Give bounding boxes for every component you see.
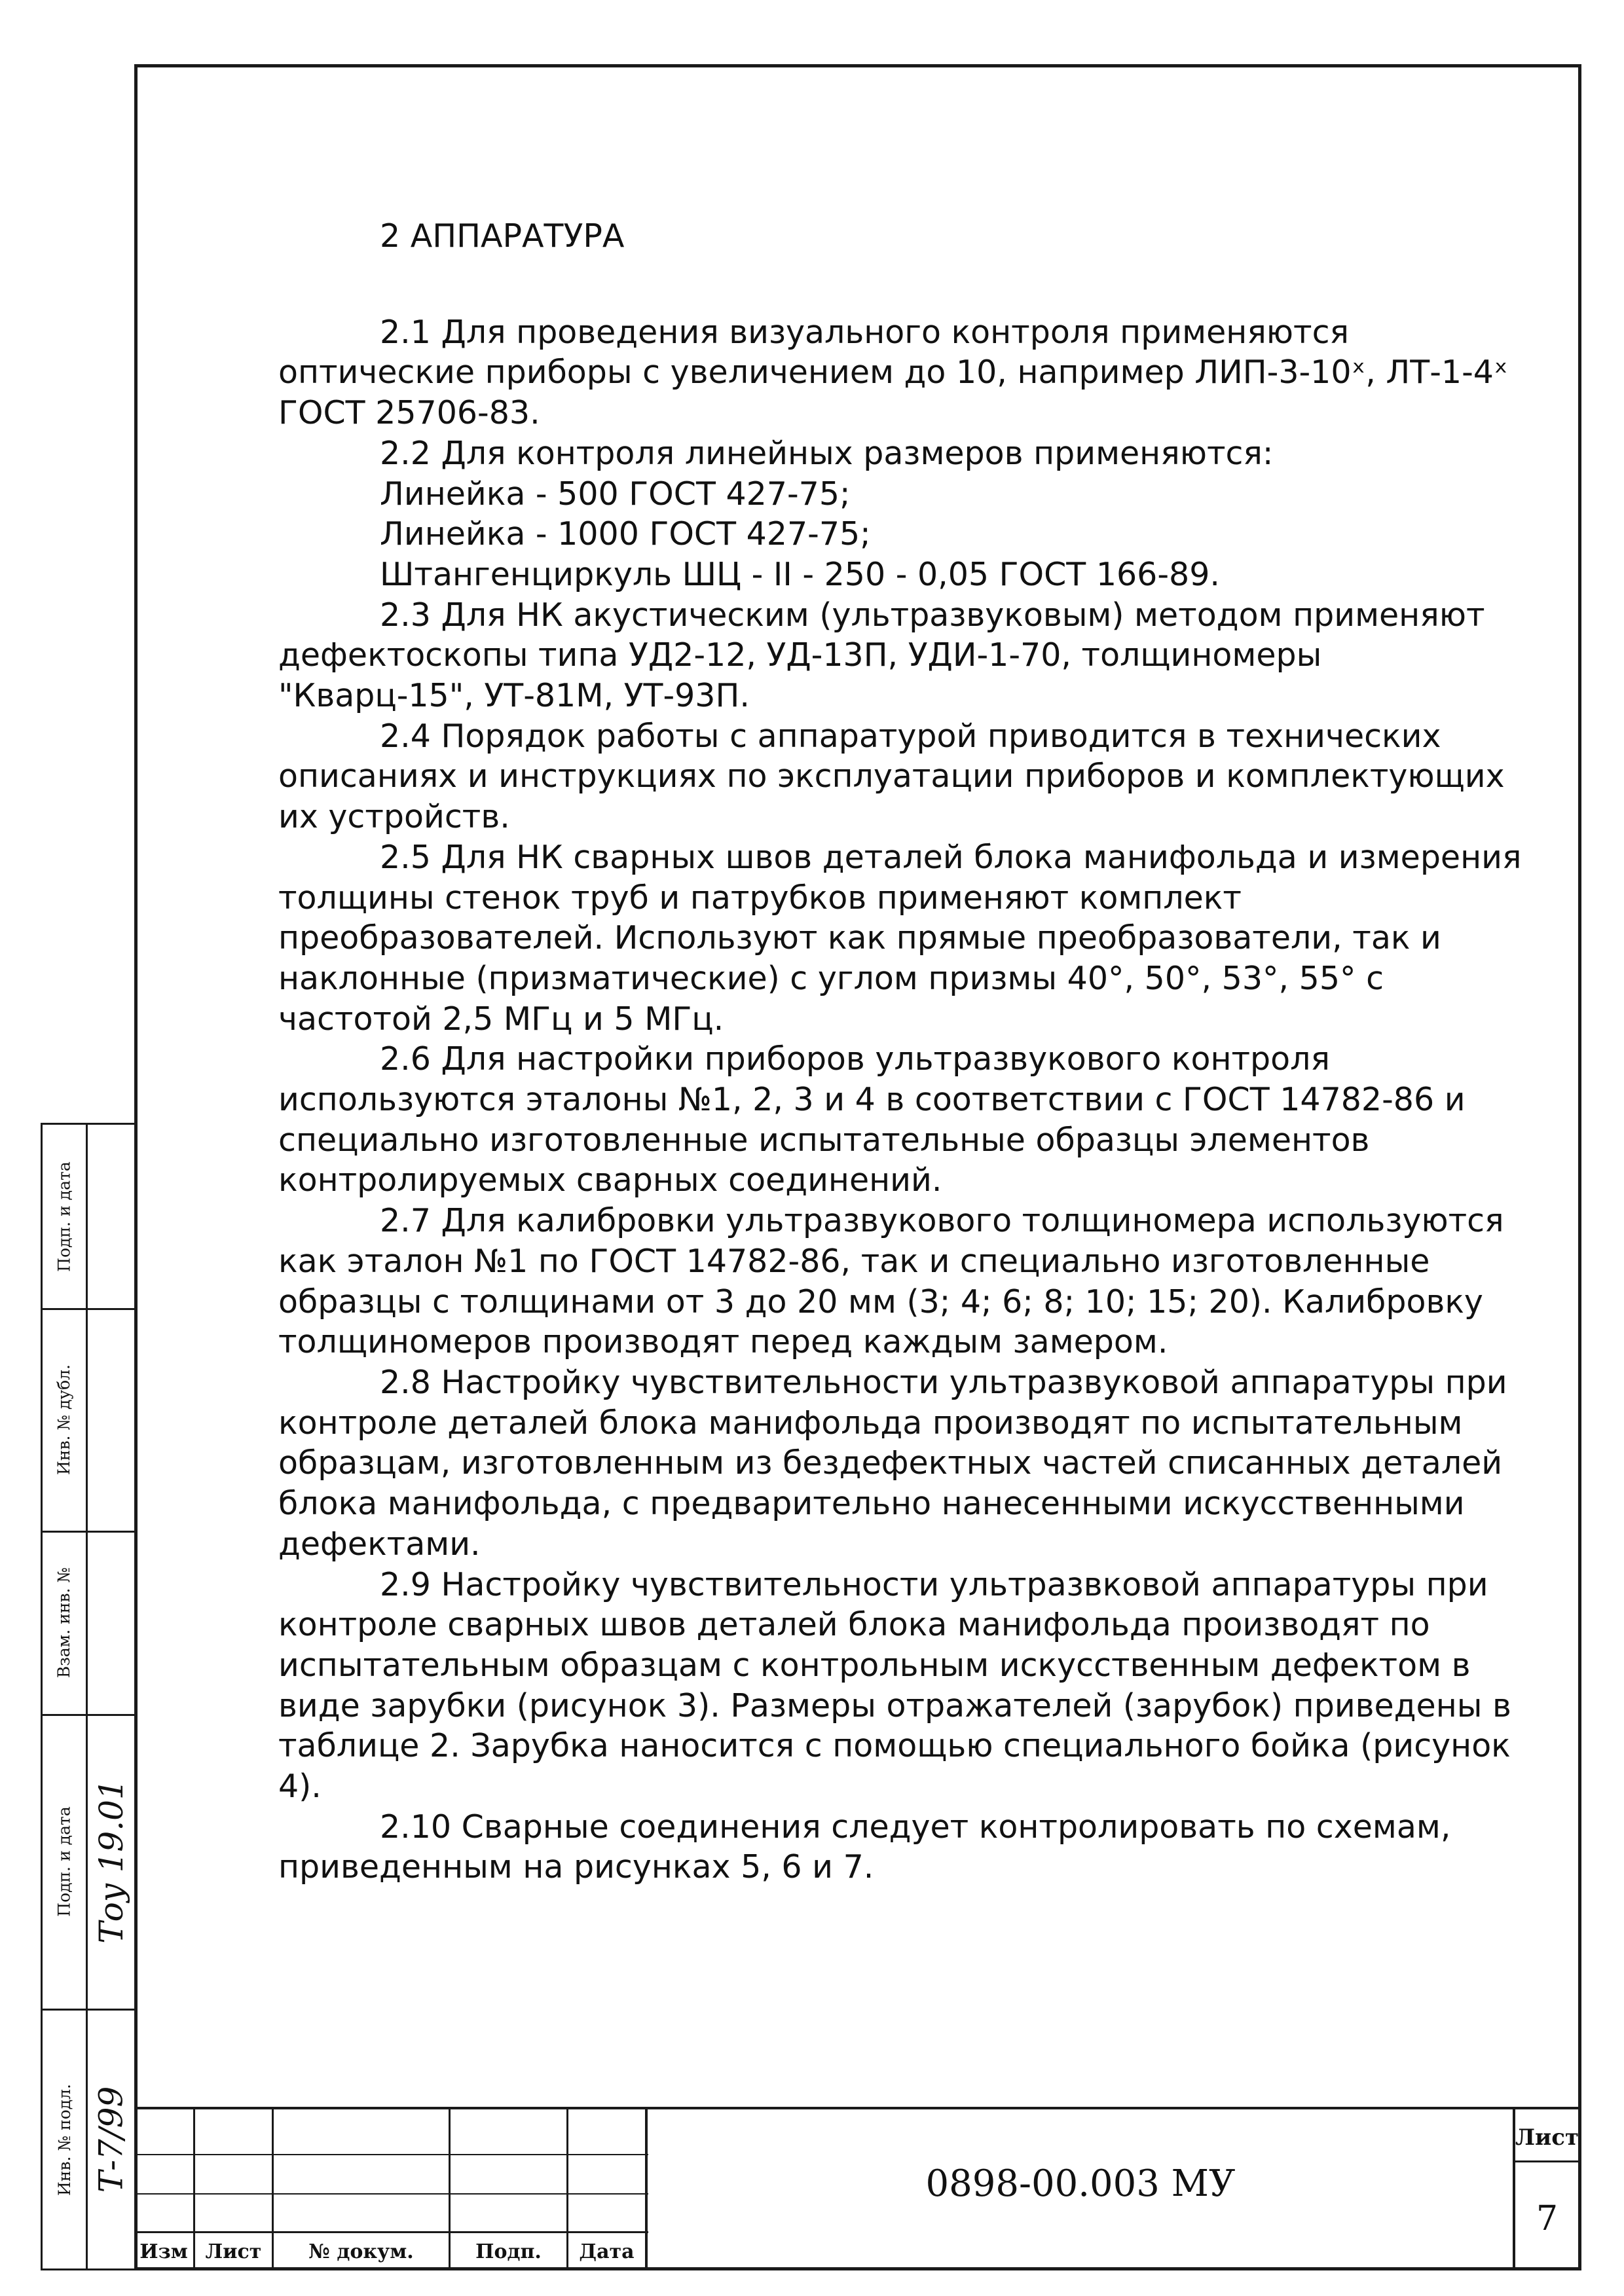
sidebar-label-sign-date-top: Подп. и дата	[54, 1161, 74, 1272]
title-block-col-rule	[645, 2107, 648, 2270]
list-item-ruler-1000: Линейка - 1000 ГОСТ 427-75;	[380, 515, 871, 553]
sidebar-label-dup-inv: Инв. № дубл.	[54, 1364, 74, 1475]
paragraph-2-6: 2.6 Для настройки приборов ультразвукового контроля используются эталоны №1, 2, 3 и 4 в соответствии с ГОСТ 14782-86 и специально изготовленные испытательные образцы элементов контролируемых сварных соединений.	[278, 1040, 1466, 1199]
paragraph-2-4: 2.4 Порядок работы с аппаратурой приводится в технических описаниях и инструкциях по эксплуатации приборов и комплектующих их устройств.	[278, 717, 1505, 836]
paragraph-2-8: 2.8 Настройку чувствительности ультразвуковой аппаратуры при контроле деталей блока манифольда производят по испытательным образцам, изготовленным из бездефектных частей списанных деталей блока манифольда, с предварительно нанесенными искусственными дефектами.	[278, 1363, 1507, 1563]
sidebar-handwritten-signature: Тоу 19.01	[92, 1779, 130, 1944]
side-stamp-strip	[41, 1123, 134, 2270]
col-header-signature: Подп.	[475, 2240, 542, 2263]
paragraph-2-10: 2.10 Сварные соединения следует контролировать по схемам, приведенным на рисунках 5, 6 и 7.	[278, 1808, 1451, 1886]
section-heading: 2 АППАРАТУРА	[380, 217, 625, 255]
sidebar-label-sign-date: Подп. и дата	[54, 1806, 74, 1917]
title-block-sheet-rule	[1513, 2160, 1581, 2162]
sidebar-label-replace-inv: Взам. инв. №	[54, 1567, 74, 1678]
col-header-change: Изм	[139, 2240, 188, 2263]
sidebar-handwritten-inventory: Т-7/99	[92, 2086, 130, 2193]
title-block-top-rule	[134, 2107, 1581, 2109]
list-item-caliper: Штангенциркуль ШЦ - II - 250 - 0,05 ГОСТ 166-89.	[380, 555, 1220, 593]
document-body	[278, 216, 1522, 1887]
paragraph-2-9: 2.9 Настройку чувствительности ультразвковой аппаратуры при контроле сварных швов деталей блока манифольда производят по испытательным образцам с контрольным искусственным дефектом в виде зарубки (рисунок 3). Размеры отражателей (зарубок) приведены в таблице 2. Зарубка наносится с помощью специального бойка (рисунок 4).	[278, 1565, 1511, 1806]
title-block-row-rule	[134, 2154, 648, 2155]
col-header-doc-no: № докум.	[308, 2240, 414, 2263]
paragraph-2-7: 2.7 Для калибровки ультразвукового толщиномера используются как эталон №1 по ГОСТ 14782-86, так и специально изготовленные образцы с толщинами от 3 до 20 мм (3; 4; 6; 8; 10; 15; 20). Калибровку толщиномеров производят перед каждым замером.	[278, 1202, 1504, 1361]
sheet-number: 7	[1536, 2199, 1559, 2238]
col-header-sheet: Лист	[205, 2240, 262, 2263]
title-block-row-rule	[134, 2193, 648, 2195]
sheet-label: Лист	[1515, 2124, 1579, 2151]
sidebar-label-inv-original: Инв. № подл.	[54, 2083, 74, 2196]
col-header-date: Дата	[579, 2240, 635, 2263]
list-item-ruler-500: Линейка - 500 ГОСТ 427-75;	[380, 475, 851, 513]
paragraph-2-1: 2.1 Для проведения визуального контроля применяются оптические приборы с увеличением до 10, например ЛИП-3-10ˣ, ЛТ-1-4ˣ ГОСТ 25706-83.	[278, 313, 1508, 432]
document-code: 0898-00.003 МУ	[925, 2162, 1236, 2205]
paragraph-2-3: 2.3 Для НК акустическим (ультразвуковым) методом применяют дефектоскопы типа УД2-12, УД-13П, УДИ-1-70, толщиномеры "Кварц-15", УТ-81М, УТ-93П.	[278, 596, 1485, 715]
paragraph-2-5: 2.5 Для НК сварных швов деталей блока манифольда и измерения толщины стенок труб и патрубков применяют комплект преобразователей. Используют как прямые преобразователи, так и наклонные (призматические) с углом призмы 40°, 50°, 53°, 55° с частотой 2,5 МГц и 5 МГц.	[278, 838, 1522, 1038]
paragraph-2-2: 2.2 Для контроля линейных размеров применяются:	[380, 434, 1274, 472]
